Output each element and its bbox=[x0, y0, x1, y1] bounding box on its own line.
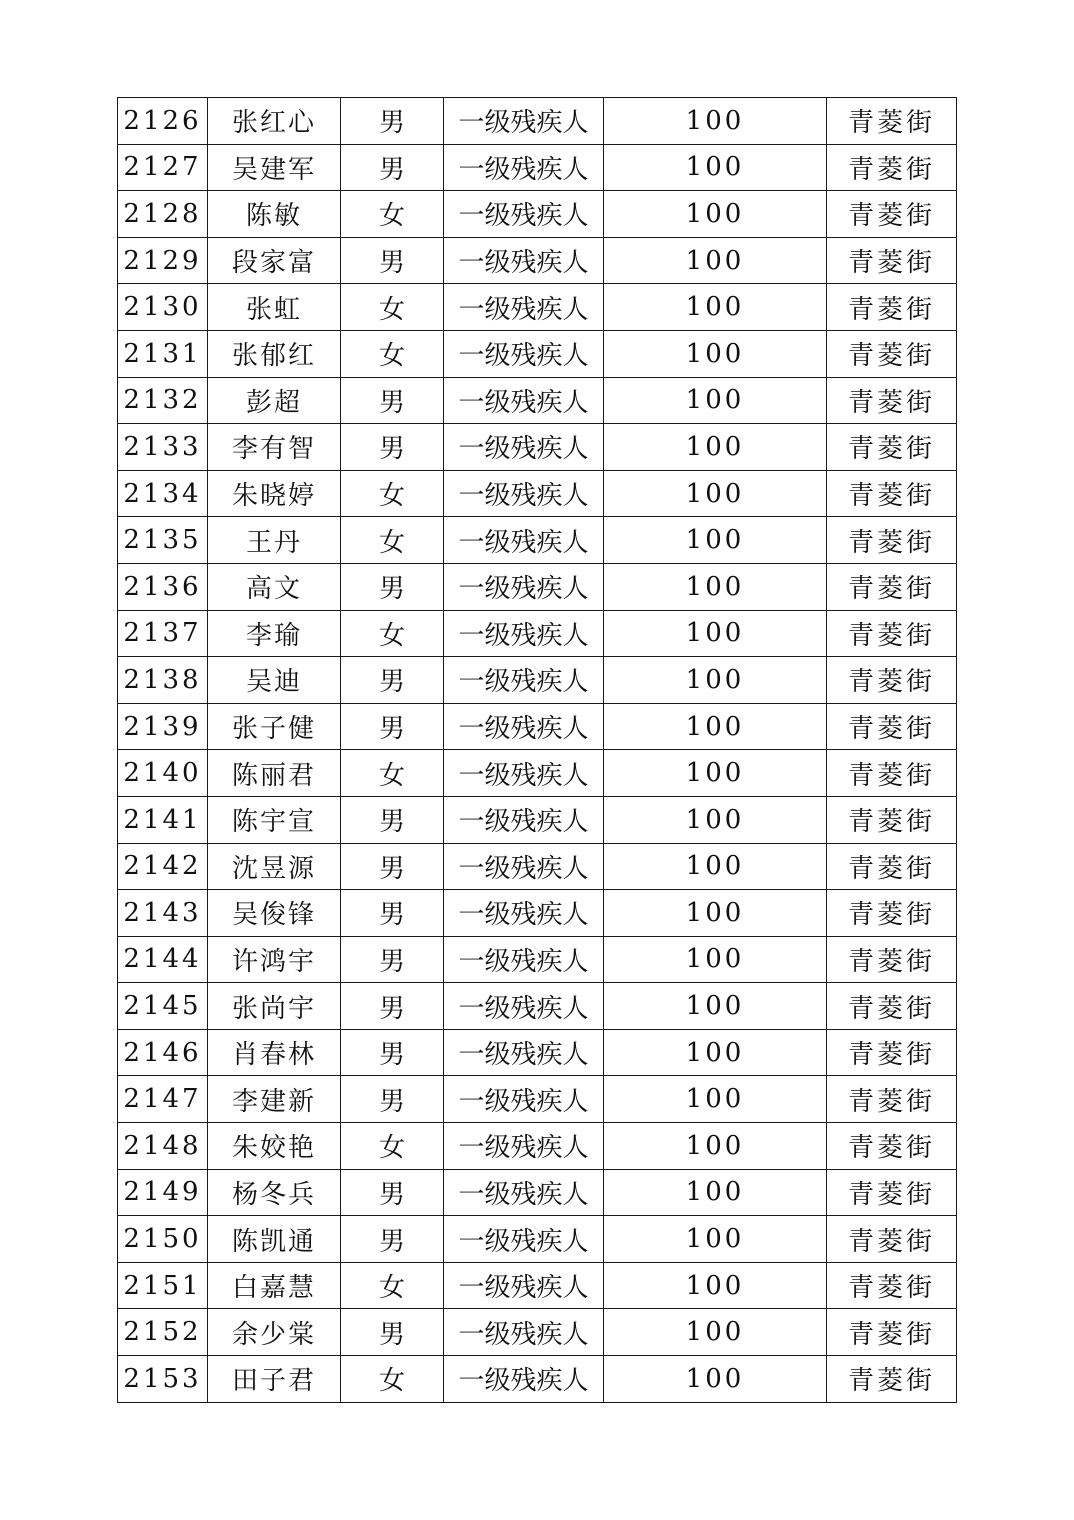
gender-cell: 男 bbox=[341, 1076, 444, 1123]
gender-cell: 男 bbox=[341, 237, 444, 284]
table-row bbox=[118, 284, 957, 331]
serial-number-cell: 2135 bbox=[118, 517, 208, 564]
category-cell: 一级残疾人 bbox=[444, 703, 604, 750]
table-row bbox=[118, 1029, 957, 1076]
category-cell: 一级残疾人 bbox=[444, 563, 604, 610]
serial-number-cell: 2130 bbox=[118, 284, 208, 331]
category-cell: 一级残疾人 bbox=[444, 1309, 604, 1356]
name-cell: 高文 bbox=[208, 563, 341, 610]
name-cell: 陈敏 bbox=[208, 191, 341, 238]
gender-cell: 男 bbox=[341, 98, 444, 145]
gender-cell: 女 bbox=[341, 610, 444, 657]
gender-cell: 女 bbox=[341, 191, 444, 238]
table-row bbox=[118, 144, 957, 191]
table-row bbox=[118, 657, 957, 704]
gender-cell: 男 bbox=[341, 983, 444, 1030]
amount-cell: 100 bbox=[604, 1356, 827, 1403]
name-cell: 沈昱源 bbox=[208, 843, 341, 890]
gender-cell: 女 bbox=[341, 1262, 444, 1309]
category-cell: 一级残疾人 bbox=[444, 936, 604, 983]
street-cell: 青菱街 bbox=[827, 284, 957, 331]
amount-cell: 100 bbox=[604, 657, 827, 704]
name-cell: 肖春林 bbox=[208, 1029, 341, 1076]
street-cell: 青菱街 bbox=[827, 470, 957, 517]
name-cell: 田子君 bbox=[208, 1356, 341, 1403]
roster-table-body bbox=[118, 98, 957, 1403]
amount-cell: 100 bbox=[604, 330, 827, 377]
amount-cell: 100 bbox=[604, 1309, 827, 1356]
table-row bbox=[118, 424, 957, 471]
category-cell: 一级残疾人 bbox=[444, 1029, 604, 1076]
street-cell: 青菱街 bbox=[827, 98, 957, 145]
category-cell: 一级残疾人 bbox=[444, 1216, 604, 1263]
gender-cell: 男 bbox=[341, 1216, 444, 1263]
street-cell: 青菱街 bbox=[827, 657, 957, 704]
serial-number-cell: 2149 bbox=[118, 1169, 208, 1216]
serial-number-cell: 2138 bbox=[118, 657, 208, 704]
street-cell: 青菱街 bbox=[827, 330, 957, 377]
table-row bbox=[118, 1262, 957, 1309]
name-cell: 吴俊锋 bbox=[208, 890, 341, 937]
amount-cell: 100 bbox=[604, 750, 827, 797]
category-cell: 一级残疾人 bbox=[444, 284, 604, 331]
serial-number-cell: 2153 bbox=[118, 1356, 208, 1403]
street-cell: 青菱街 bbox=[827, 517, 957, 564]
serial-number-cell: 2137 bbox=[118, 610, 208, 657]
name-cell: 张尚宇 bbox=[208, 983, 341, 1030]
category-cell: 一级残疾人 bbox=[444, 470, 604, 517]
table-row bbox=[118, 98, 957, 145]
table-row bbox=[118, 610, 957, 657]
name-cell: 彭超 bbox=[208, 377, 341, 424]
category-cell: 一级残疾人 bbox=[444, 1262, 604, 1309]
category-cell: 一级残疾人 bbox=[444, 424, 604, 471]
table-row bbox=[118, 470, 957, 517]
street-cell: 青菱街 bbox=[827, 563, 957, 610]
amount-cell: 100 bbox=[604, 237, 827, 284]
street-cell: 青菱街 bbox=[827, 796, 957, 843]
category-cell: 一级残疾人 bbox=[444, 98, 604, 145]
category-cell: 一级残疾人 bbox=[444, 517, 604, 564]
street-cell: 青菱街 bbox=[827, 191, 957, 238]
serial-number-cell: 2136 bbox=[118, 563, 208, 610]
serial-number-cell: 2145 bbox=[118, 983, 208, 1030]
name-cell: 朱晓婷 bbox=[208, 470, 341, 517]
street-cell: 青菱街 bbox=[827, 610, 957, 657]
table-row bbox=[118, 983, 957, 1030]
category-cell: 一级残疾人 bbox=[444, 330, 604, 377]
table-row bbox=[118, 843, 957, 890]
roster-table bbox=[117, 97, 957, 1403]
table-row bbox=[118, 191, 957, 238]
name-cell: 余少棠 bbox=[208, 1309, 341, 1356]
amount-cell: 100 bbox=[604, 1216, 827, 1263]
street-cell: 青菱街 bbox=[827, 936, 957, 983]
name-cell: 王丹 bbox=[208, 517, 341, 564]
gender-cell: 女 bbox=[341, 330, 444, 377]
street-cell: 青菱街 bbox=[827, 1029, 957, 1076]
category-cell: 一级残疾人 bbox=[444, 843, 604, 890]
street-cell: 青菱街 bbox=[827, 377, 957, 424]
amount-cell: 100 bbox=[604, 703, 827, 750]
name-cell: 杨冬兵 bbox=[208, 1169, 341, 1216]
table-row bbox=[118, 1123, 957, 1170]
gender-cell: 男 bbox=[341, 890, 444, 937]
street-cell: 青菱街 bbox=[827, 703, 957, 750]
amount-cell: 100 bbox=[604, 983, 827, 1030]
street-cell: 青菱街 bbox=[827, 890, 957, 937]
category-cell: 一级残疾人 bbox=[444, 1123, 604, 1170]
category-cell: 一级残疾人 bbox=[444, 983, 604, 1030]
table-row bbox=[118, 237, 957, 284]
serial-number-cell: 2150 bbox=[118, 1216, 208, 1263]
serial-number-cell: 2143 bbox=[118, 890, 208, 937]
amount-cell: 100 bbox=[604, 144, 827, 191]
name-cell: 许鸿宇 bbox=[208, 936, 341, 983]
name-cell: 陈凯通 bbox=[208, 1216, 341, 1263]
table-row bbox=[118, 703, 957, 750]
amount-cell: 100 bbox=[604, 1262, 827, 1309]
serial-number-cell: 2141 bbox=[118, 796, 208, 843]
amount-cell: 100 bbox=[604, 563, 827, 610]
street-cell: 青菱街 bbox=[827, 237, 957, 284]
amount-cell: 100 bbox=[604, 98, 827, 145]
name-cell: 张虹 bbox=[208, 284, 341, 331]
serial-number-cell: 2140 bbox=[118, 750, 208, 797]
street-cell: 青菱街 bbox=[827, 1216, 957, 1263]
category-cell: 一级残疾人 bbox=[444, 750, 604, 797]
name-cell: 朱姣艳 bbox=[208, 1123, 341, 1170]
street-cell: 青菱街 bbox=[827, 1309, 957, 1356]
gender-cell: 男 bbox=[341, 1309, 444, 1356]
name-cell: 白嘉慧 bbox=[208, 1262, 341, 1309]
table-row bbox=[118, 517, 957, 564]
gender-cell: 女 bbox=[341, 1123, 444, 1170]
category-cell: 一级残疾人 bbox=[444, 377, 604, 424]
category-cell: 一级残疾人 bbox=[444, 1356, 604, 1403]
table-row bbox=[118, 1076, 957, 1123]
category-cell: 一级残疾人 bbox=[444, 610, 604, 657]
amount-cell: 100 bbox=[604, 610, 827, 657]
amount-cell: 100 bbox=[604, 377, 827, 424]
table-row bbox=[118, 796, 957, 843]
amount-cell: 100 bbox=[604, 796, 827, 843]
amount-cell: 100 bbox=[604, 424, 827, 471]
serial-number-cell: 2131 bbox=[118, 330, 208, 377]
gender-cell: 男 bbox=[341, 1169, 444, 1216]
table-row bbox=[118, 1309, 957, 1356]
name-cell: 张子健 bbox=[208, 703, 341, 750]
street-cell: 青菱街 bbox=[827, 1123, 957, 1170]
table-row bbox=[118, 563, 957, 610]
amount-cell: 100 bbox=[604, 1029, 827, 1076]
street-cell: 青菱街 bbox=[827, 750, 957, 797]
amount-cell: 100 bbox=[604, 1169, 827, 1216]
gender-cell: 女 bbox=[341, 517, 444, 564]
amount-cell: 100 bbox=[604, 890, 827, 937]
amount-cell: 100 bbox=[604, 284, 827, 331]
street-cell: 青菱街 bbox=[827, 1356, 957, 1403]
gender-cell: 女 bbox=[341, 750, 444, 797]
category-cell: 一级残疾人 bbox=[444, 1076, 604, 1123]
table-row bbox=[118, 330, 957, 377]
street-cell: 青菱街 bbox=[827, 144, 957, 191]
serial-number-cell: 2128 bbox=[118, 191, 208, 238]
name-cell: 张红心 bbox=[208, 98, 341, 145]
amount-cell: 100 bbox=[604, 517, 827, 564]
category-cell: 一级残疾人 bbox=[444, 657, 604, 704]
table-row bbox=[118, 750, 957, 797]
category-cell: 一级残疾人 bbox=[444, 890, 604, 937]
street-cell: 青菱街 bbox=[827, 1262, 957, 1309]
table-row bbox=[118, 1356, 957, 1403]
name-cell: 陈丽君 bbox=[208, 750, 341, 797]
street-cell: 青菱街 bbox=[827, 843, 957, 890]
category-cell: 一级残疾人 bbox=[444, 191, 604, 238]
serial-number-cell: 2127 bbox=[118, 144, 208, 191]
amount-cell: 100 bbox=[604, 936, 827, 983]
name-cell: 李有智 bbox=[208, 424, 341, 471]
gender-cell: 男 bbox=[341, 843, 444, 890]
serial-number-cell: 2148 bbox=[118, 1123, 208, 1170]
gender-cell: 男 bbox=[341, 424, 444, 471]
street-cell: 青菱街 bbox=[827, 983, 957, 1030]
serial-number-cell: 2144 bbox=[118, 936, 208, 983]
serial-number-cell: 2126 bbox=[118, 98, 208, 145]
table-row bbox=[118, 377, 957, 424]
amount-cell: 100 bbox=[604, 1123, 827, 1170]
name-cell: 李瑜 bbox=[208, 610, 341, 657]
street-cell: 青菱街 bbox=[827, 424, 957, 471]
serial-number-cell: 2134 bbox=[118, 470, 208, 517]
table-row bbox=[118, 1169, 957, 1216]
serial-number-cell: 2152 bbox=[118, 1309, 208, 1356]
name-cell: 李建新 bbox=[208, 1076, 341, 1123]
serial-number-cell: 2146 bbox=[118, 1029, 208, 1076]
category-cell: 一级残疾人 bbox=[444, 796, 604, 843]
gender-cell: 男 bbox=[341, 377, 444, 424]
category-cell: 一级残疾人 bbox=[444, 144, 604, 191]
table-row bbox=[118, 890, 957, 937]
gender-cell: 男 bbox=[341, 657, 444, 704]
category-cell: 一级残疾人 bbox=[444, 237, 604, 284]
name-cell: 段家富 bbox=[208, 237, 341, 284]
category-cell: 一级残疾人 bbox=[444, 1169, 604, 1216]
gender-cell: 男 bbox=[341, 144, 444, 191]
gender-cell: 男 bbox=[341, 936, 444, 983]
gender-cell: 男 bbox=[341, 796, 444, 843]
serial-number-cell: 2129 bbox=[118, 237, 208, 284]
amount-cell: 100 bbox=[604, 470, 827, 517]
gender-cell: 男 bbox=[341, 703, 444, 750]
serial-number-cell: 2133 bbox=[118, 424, 208, 471]
amount-cell: 100 bbox=[604, 1076, 827, 1123]
gender-cell: 女 bbox=[341, 1356, 444, 1403]
serial-number-cell: 2132 bbox=[118, 377, 208, 424]
serial-number-cell: 2142 bbox=[118, 843, 208, 890]
serial-number-cell: 2147 bbox=[118, 1076, 208, 1123]
amount-cell: 100 bbox=[604, 191, 827, 238]
name-cell: 吴迪 bbox=[208, 657, 341, 704]
gender-cell: 男 bbox=[341, 563, 444, 610]
street-cell: 青菱街 bbox=[827, 1169, 957, 1216]
name-cell: 吴建军 bbox=[208, 144, 341, 191]
table-row bbox=[118, 1216, 957, 1263]
table-row bbox=[118, 936, 957, 983]
amount-cell: 100 bbox=[604, 843, 827, 890]
serial-number-cell: 2151 bbox=[118, 1262, 208, 1309]
gender-cell: 女 bbox=[341, 284, 444, 331]
name-cell: 陈宇宣 bbox=[208, 796, 341, 843]
gender-cell: 男 bbox=[341, 1029, 444, 1076]
name-cell: 张郁红 bbox=[208, 330, 341, 377]
street-cell: 青菱街 bbox=[827, 1076, 957, 1123]
serial-number-cell: 2139 bbox=[118, 703, 208, 750]
gender-cell: 女 bbox=[341, 470, 444, 517]
